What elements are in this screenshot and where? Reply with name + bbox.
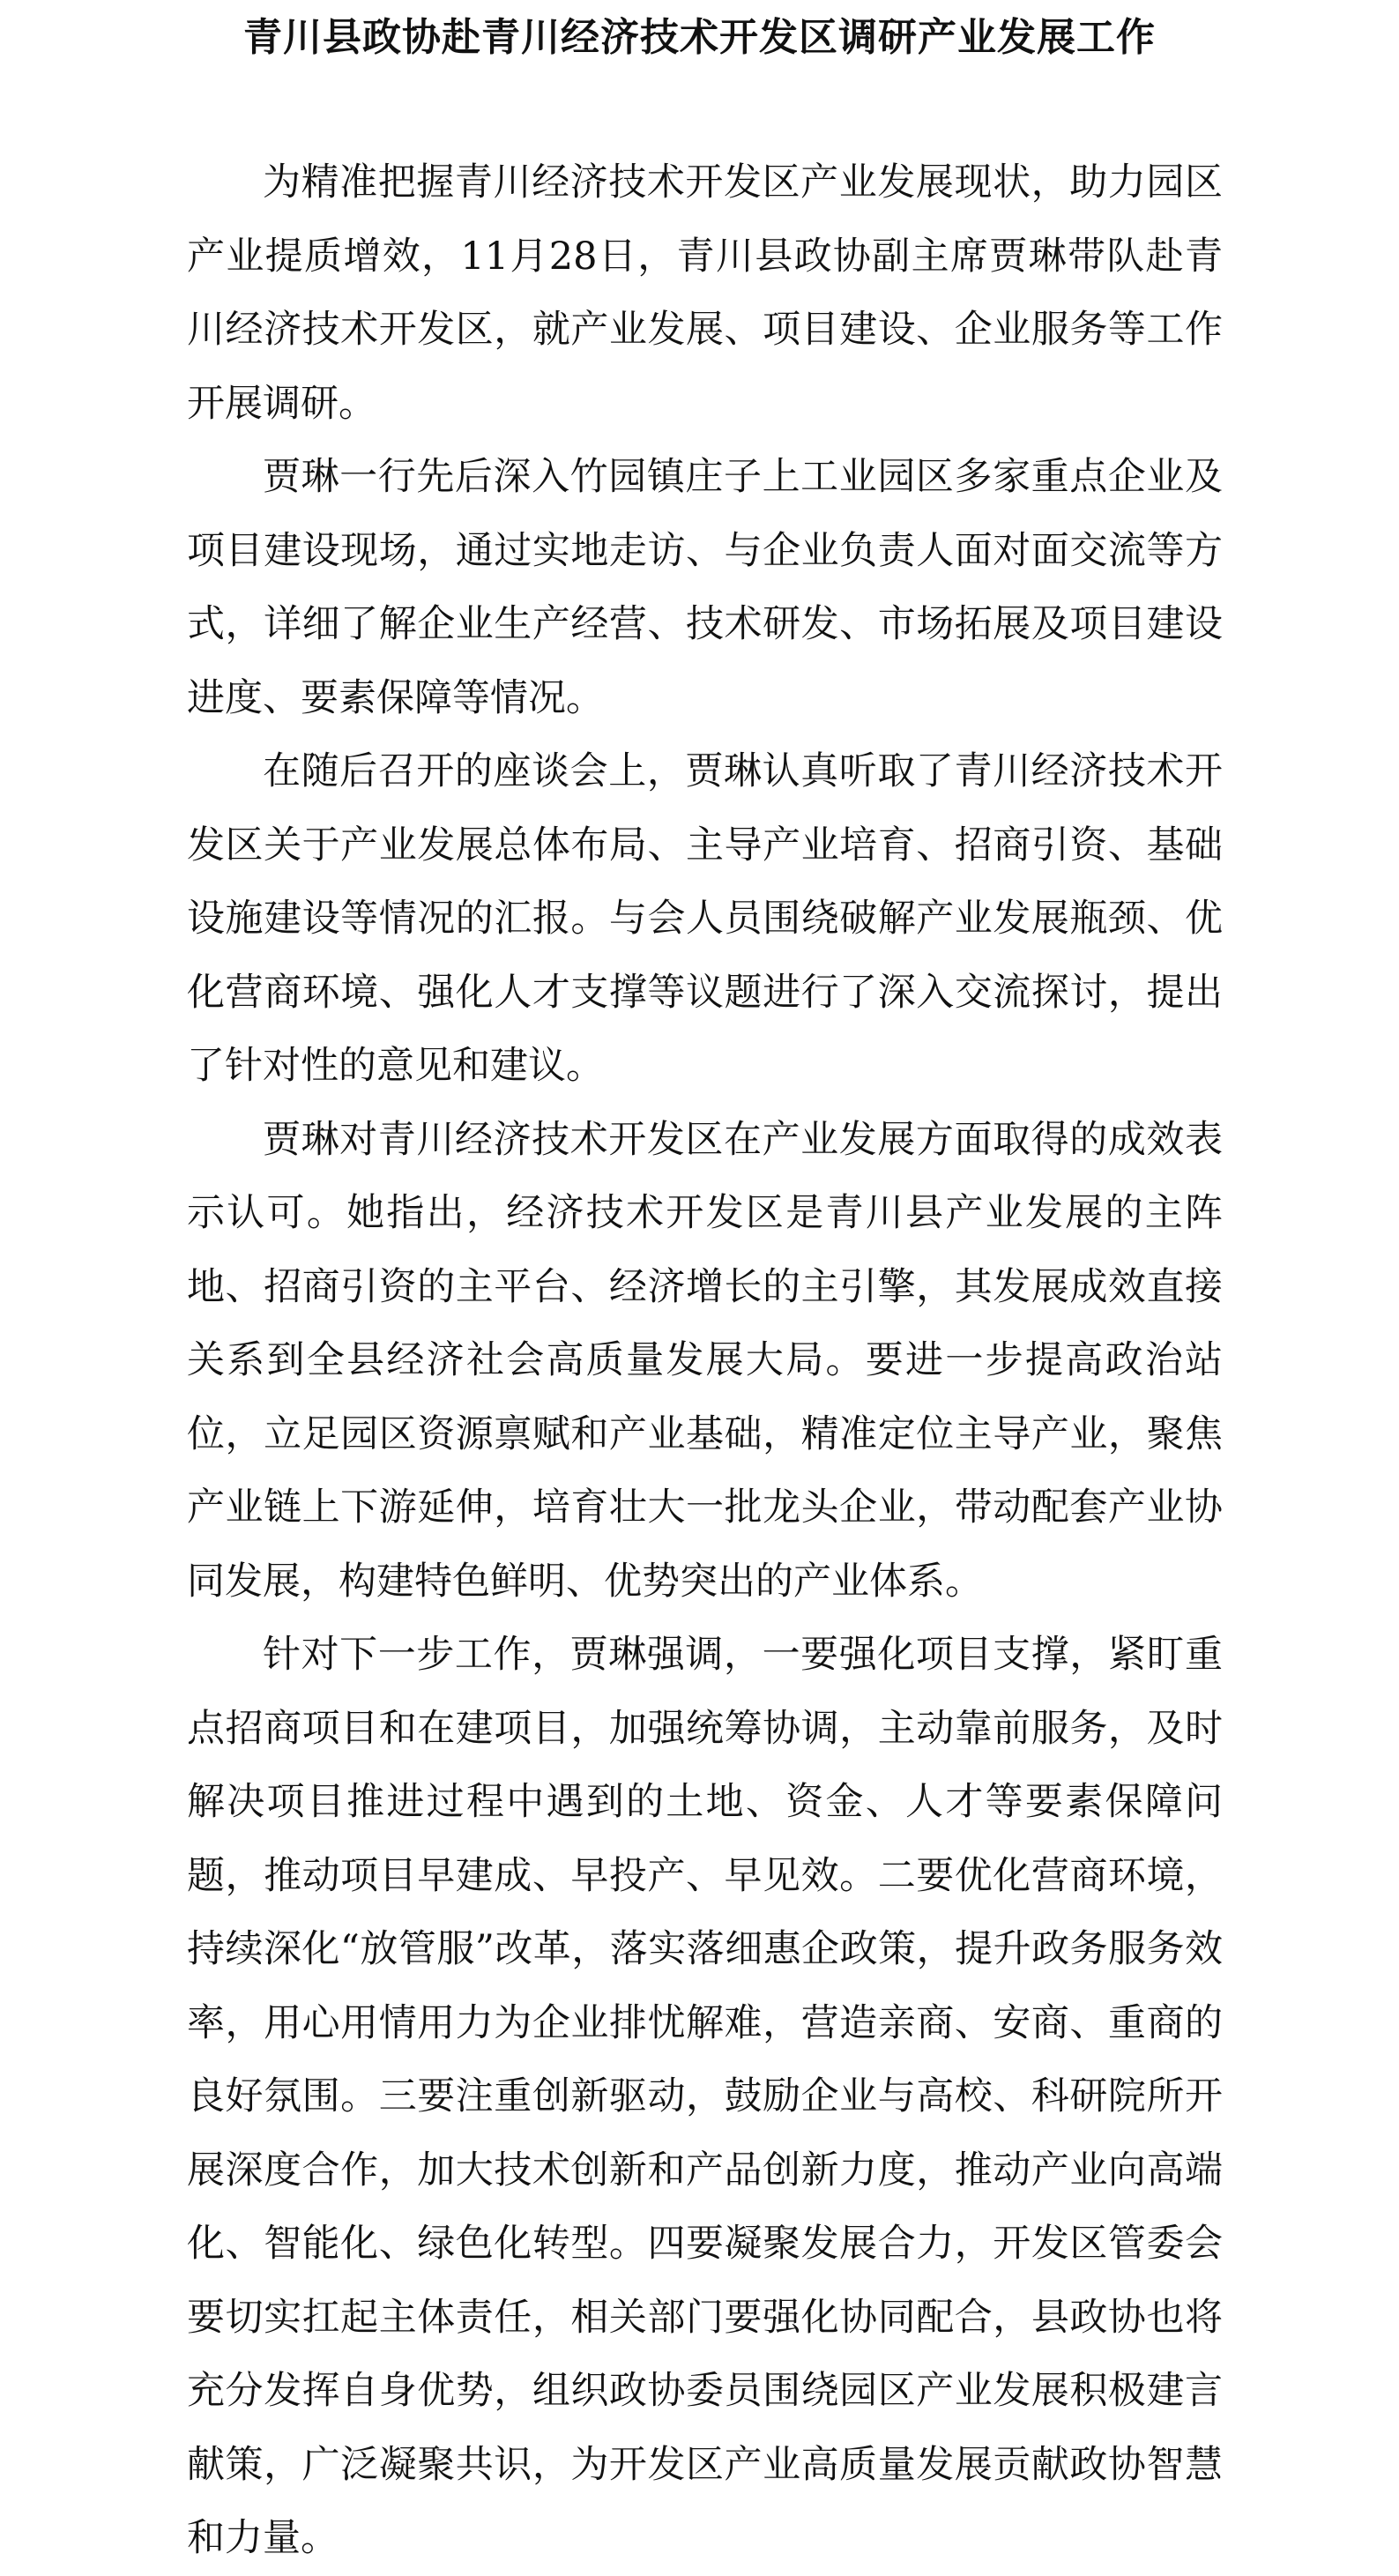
paragraph-next-steps: 针对下一步工作，贾琳强调，一要强化项目支撑，紧盯重点招商项目和在建项目，加强统筹协调，主动靠前服务，及时解决项目推进过程中遇到的土地、资金、人才等要素保障问题，推动项目早建成、早投产、早见效。二要优化营商环境，持续深化“放管服”改革，落实落细惠企政策，提升政务服务效率，用心用情用力为企业排忧解难，营造亲商、安商、重商的良好氛围。三要注重创新驱动，鼓励企业与高校、科研院所开展深度合作，加大技术创新和产品创新力度，推动产业向高端化、智能化、绿色化转型。四要凝聚发展合力，开发区管委会要切实扛起主体责任，相关部门要强化协同配合，县政协也将充分发挥自身优势，组织政协委员围绕园区产业发展积极建言献策，广泛凝聚共识，为开发区产业高质量发展贡献政协智慧和力量。 <box>187 1633 1223 2560</box>
paragraph-assessment: 贾琳对青川经济技术开发区在产业发展方面取得的成效表示认可。她指出，经济技术开发区是青川县产业发展的主阵地、招商引资的主平台、经济增长的主引擎，其发展成效直接关系到全县经济社会高质量发展大局。要进一步提高政治站位，立足园区资源禀赋和产业基础，精准定位主导产业，聚焦产业链上下游延伸，培育壮大一批龙头企业，带动配套产业协同发展，构建特色鲜明、优势突出的产业体系。 <box>187 1117 1223 1604</box>
paragraph-site-visit: 贾琳一行先后深入竹园镇庄子上工业园区多家重点企业及项目建设现场，通过实地走访、与企业负责人面对面交流等方式，详细了解企业生产经营、技术研发、市场拓展及项目建设进度、要素保障等情况。 <box>187 455 1223 720</box>
article-body <box>187 146 1223 2576</box>
article-title: 青川县政协赴青川经济技术开发区调研产业发展工作 <box>243 15 1156 60</box>
paragraph-symposium: 在随后召开的座谈会上，贾琳认真听取了青川经济技术开发区关于产业发展总体布局、主导产业培育、招商引资、基础设施建设等情况的汇报。与会人员围绕破解产业发展瓶颈、优化营商环境、强化人才支撑等议题进行了深入交流探讨，提出了针对性的意见和建议。 <box>187 749 1223 1088</box>
paragraph-intro: 为精准把握青川经济技术开发区产业发展现状，助力园区产业提质增效，11月28日，青川县政协副主席贾琳带队赴青川经济技术开发区，就产业发展、项目建设、企业服务等工作开展调研。 <box>187 160 1223 426</box>
